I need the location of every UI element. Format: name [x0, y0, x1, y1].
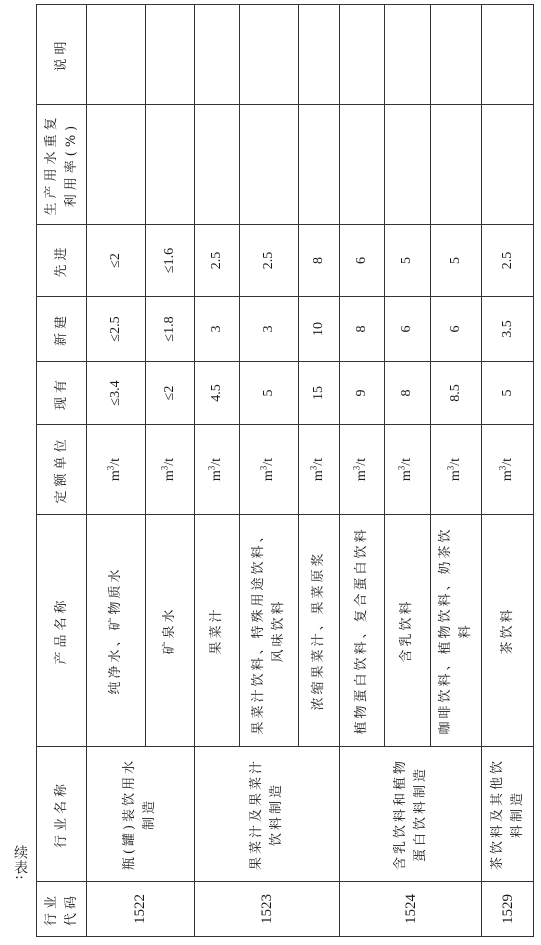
water-quota-table	[36, 4, 534, 937]
unit-base: m	[261, 470, 277, 482]
reuse-rate-cell	[340, 105, 385, 225]
advanced-value-cell: 2.5	[239, 225, 298, 297]
header-remark: 说明	[37, 5, 87, 105]
new-value-cell: ≤2.5	[87, 297, 146, 362]
quota-unit-cell	[340, 425, 385, 515]
existing-value-cell: 5	[482, 362, 534, 425]
unit-superscript: 3	[445, 465, 456, 471]
unit-base: m	[208, 470, 224, 482]
unit-base: m	[311, 470, 327, 482]
table-caption: 续表:	[12, 845, 28, 881]
product-name-cell: 果菜汁	[194, 515, 239, 747]
remark-cell	[239, 5, 298, 105]
existing-value-cell: 5	[239, 362, 298, 425]
quota-unit-cell	[239, 425, 298, 515]
quota-unit-cell	[194, 425, 239, 515]
unit-tail: /t	[311, 457, 327, 466]
quota-unit-cell	[87, 425, 146, 515]
existing-value-cell: ≤3.4	[87, 362, 146, 425]
quota-unit-cell	[385, 425, 430, 515]
product-name-cell: 果菜汁饮料、特殊用途饮料、风味饮料	[239, 515, 298, 747]
industry-code-cell: 1524	[340, 882, 482, 937]
advanced-value-cell: 5	[430, 225, 482, 297]
unit-tail: /t	[399, 457, 415, 466]
quota-unit-cell	[482, 425, 534, 515]
unit-tail: /t	[261, 457, 277, 466]
reuse-rate-cell	[194, 105, 239, 225]
reuse-rate-cell	[482, 105, 534, 225]
new-value-cell: 6	[385, 297, 430, 362]
advanced-value-cell: 6	[340, 225, 385, 297]
advanced-value-cell: ≤2	[87, 225, 146, 297]
new-value-cell: 6	[430, 297, 482, 362]
existing-value-cell: 8.5	[430, 362, 482, 425]
header-industry-code: 行业代码	[37, 882, 87, 937]
header-existing: 现有	[37, 362, 87, 425]
industry-code-cell: 1523	[194, 882, 339, 937]
rotated-table-wrapper	[36, 5, 534, 937]
reuse-rate-cell	[385, 105, 430, 225]
quota-unit-cell	[146, 425, 194, 515]
new-value-cell: ≤1.8	[146, 297, 194, 362]
header-quota-unit: 定额单位	[37, 425, 87, 515]
advanced-value-cell: 5	[385, 225, 430, 297]
advanced-value-cell: 8	[299, 225, 340, 297]
remark-cell	[87, 5, 146, 105]
existing-value-cell: 15	[299, 362, 340, 425]
unit-base: m	[447, 470, 463, 482]
unit-tail: /t	[354, 457, 370, 466]
industry-code-cell: 1529	[482, 882, 534, 937]
unit-tail: /t	[499, 457, 515, 466]
remark-cell	[194, 5, 239, 105]
reuse-rate-cell	[299, 105, 340, 225]
product-name-cell: 矿泉水	[146, 515, 194, 747]
unit-tail: /t	[108, 457, 124, 466]
unit-superscript: 3	[159, 465, 170, 471]
existing-value-cell: 4.5	[194, 362, 239, 425]
unit-base: m	[399, 470, 415, 482]
advanced-value-cell: ≤1.6	[146, 225, 194, 297]
header-industry-name: 行业名称	[37, 747, 87, 882]
table-row	[87, 5, 146, 937]
header-advanced: 先进	[37, 225, 87, 297]
product-name-cell: 浓缩果菜汁、果菜原浆	[299, 515, 340, 747]
industry-code-cell: 1522	[87, 882, 195, 937]
quota-unit-cell	[430, 425, 482, 515]
unit-tail: /t	[447, 457, 463, 466]
new-value-cell: 8	[340, 297, 385, 362]
product-name-cell: 纯净水、矿物质水	[87, 515, 146, 747]
product-name-cell: 咖啡饮料、植物饮料、奶茶饮料	[430, 515, 482, 747]
unit-base: m	[499, 470, 515, 482]
remark-cell	[340, 5, 385, 105]
industry-name-cell: 茶饮料及其他饮料制造	[482, 747, 534, 882]
table-row	[482, 5, 534, 937]
quota-unit-cell	[299, 425, 340, 515]
product-name-cell: 茶饮料	[482, 515, 534, 747]
existing-value-cell: 8	[385, 362, 430, 425]
unit-tail: /t	[161, 457, 177, 466]
new-value-cell: 3	[239, 297, 298, 362]
unit-tail: /t	[208, 457, 224, 466]
new-value-cell: 10	[299, 297, 340, 362]
remark-cell	[146, 5, 194, 105]
unit-base: m	[354, 470, 370, 482]
unit-base: m	[108, 470, 124, 482]
product-name-cell: 含乳饮料	[385, 515, 430, 747]
remark-cell	[482, 5, 534, 105]
unit-superscript: 3	[105, 465, 116, 471]
reuse-rate-cell	[239, 105, 298, 225]
header-reuse-rate: 生产用水重复利用率(%)	[37, 105, 87, 225]
unit-superscript: 3	[258, 465, 269, 471]
unit-superscript: 3	[308, 465, 319, 471]
reuse-rate-cell	[87, 105, 146, 225]
product-name-cell: 植物蛋白饮料、复合蛋白饮料	[340, 515, 385, 747]
table-row	[340, 5, 385, 937]
header-row	[37, 5, 87, 937]
new-value-cell: 3	[194, 297, 239, 362]
existing-value-cell: 9	[340, 362, 385, 425]
industry-name-cell: 果菜汁及果菜汁饮料制造	[194, 747, 339, 882]
unit-superscript: 3	[396, 465, 407, 471]
reuse-rate-cell	[146, 105, 194, 225]
remark-cell	[385, 5, 430, 105]
header-new: 新建	[37, 297, 87, 362]
table-row	[194, 5, 239, 937]
new-value-cell: 3.5	[482, 297, 534, 362]
unit-base: m	[161, 470, 177, 482]
unit-superscript: 3	[351, 465, 362, 471]
remark-cell	[430, 5, 482, 105]
reuse-rate-cell	[430, 105, 482, 225]
advanced-value-cell: 2.5	[194, 225, 239, 297]
remark-cell	[299, 5, 340, 105]
table-body	[87, 5, 534, 937]
unit-superscript: 3	[206, 465, 217, 471]
industry-name-cell: 瓶(罐)装饮用水制造	[87, 747, 195, 882]
header-product-name: 产品名称	[37, 515, 87, 747]
existing-value-cell: ≤2	[146, 362, 194, 425]
advanced-value-cell: 2.5	[482, 225, 534, 297]
unit-superscript: 3	[496, 465, 507, 471]
industry-name-cell: 含乳饮料和植物蛋白饮料制造	[340, 747, 482, 882]
